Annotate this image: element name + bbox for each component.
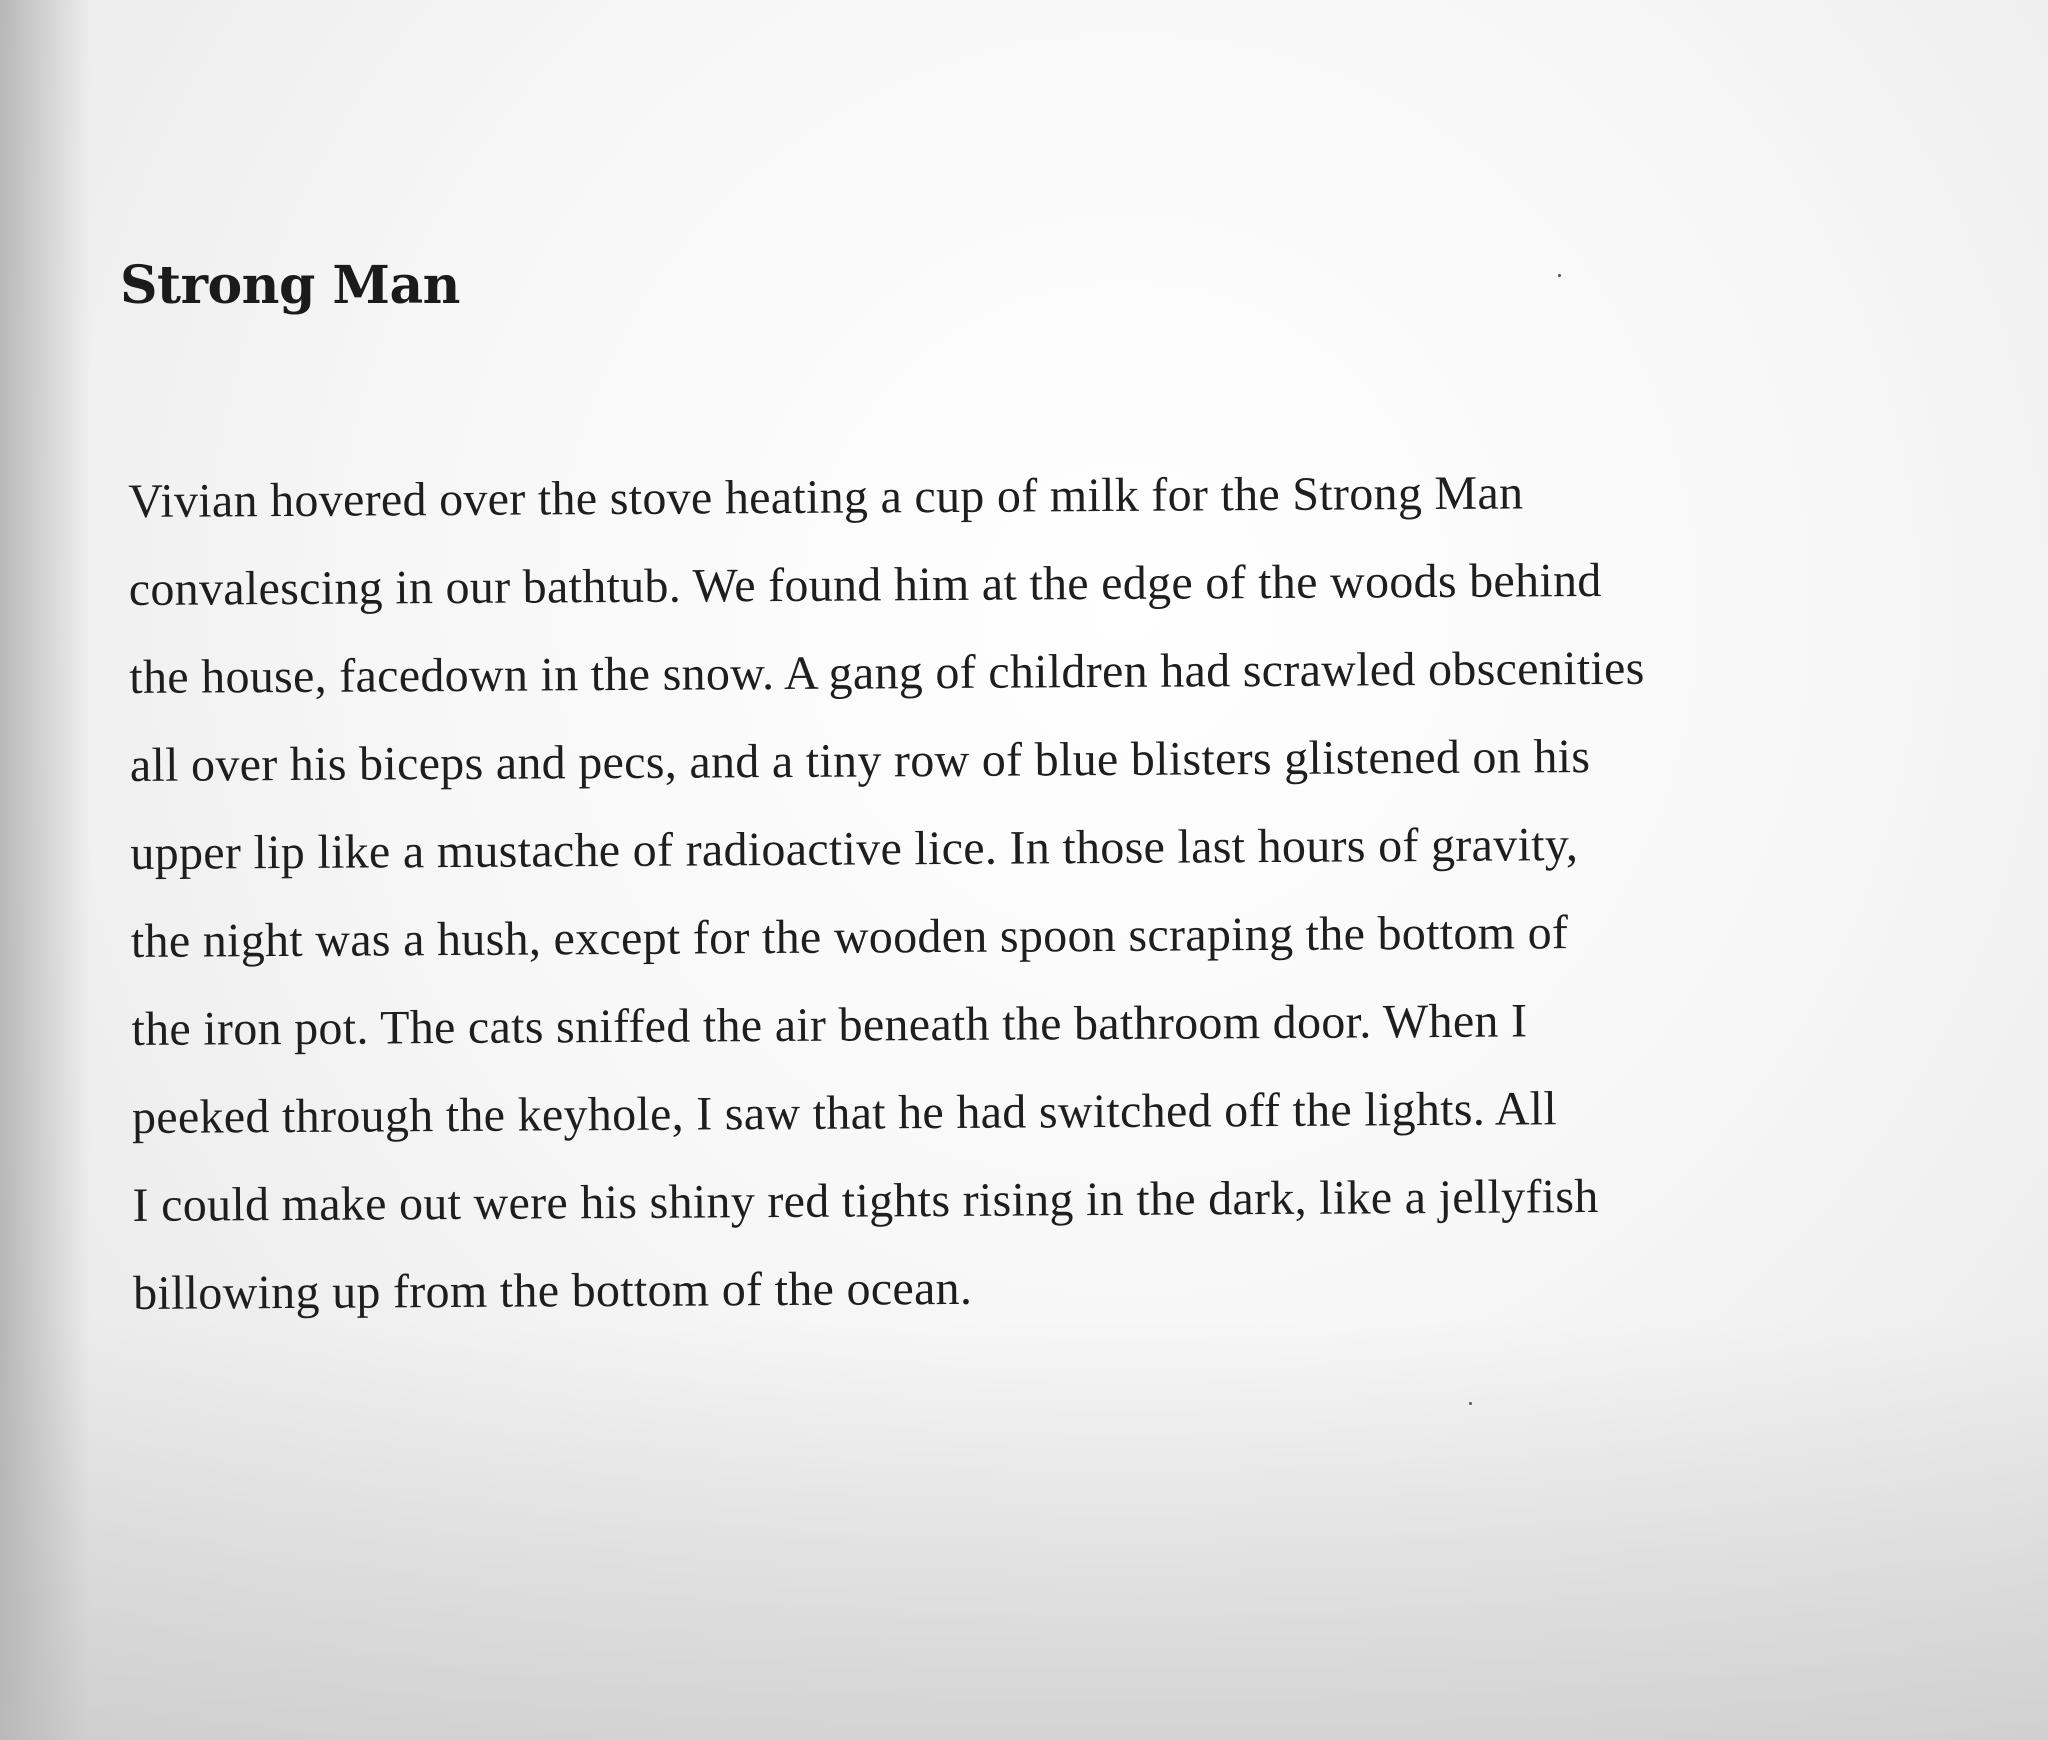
paper-speck — [1558, 274, 1561, 277]
body-line-2: convalescing in our bathtub. We found him at the edge of the woods behind — [128, 554, 1602, 616]
body-line-8: peeked through the keyhole, I saw that he had switched off the lights. All — [131, 1082, 1558, 1144]
body-line-10: billowing up from the bottom of the ocean. — [132, 1261, 973, 1320]
story-title: Strong Man — [120, 255, 460, 316]
page-bottom-shadow — [0, 1320, 2048, 1740]
body-line-1: Vivian hovered over the stove heating a cup of milk for the Strong Man — [128, 466, 1524, 528]
story-body — [128, 447, 1893, 1338]
body-line-6: the night was a hush, except for the wooden spoon scraping the bottom of — [130, 906, 1569, 968]
body-line-5: upper lip like a mustache of radioactive lice. In those last hours of gravity, — [130, 818, 1579, 880]
body-line-9: I could make out were his shiny red tights rising in the dark, like a jellyfish — [132, 1170, 1599, 1232]
body-line-3: the house, facedown in the snow. A gang of children had scrawled obscenities — [129, 641, 1645, 704]
paper-speck — [1469, 1402, 1472, 1405]
body-line-7: the iron pot. The cats sniffed the air beneath the bathroom door. When I — [131, 994, 1528, 1056]
body-line-4: all over his biceps and pecs, and a tiny row of blue blisters glistened on his — [129, 730, 1591, 792]
